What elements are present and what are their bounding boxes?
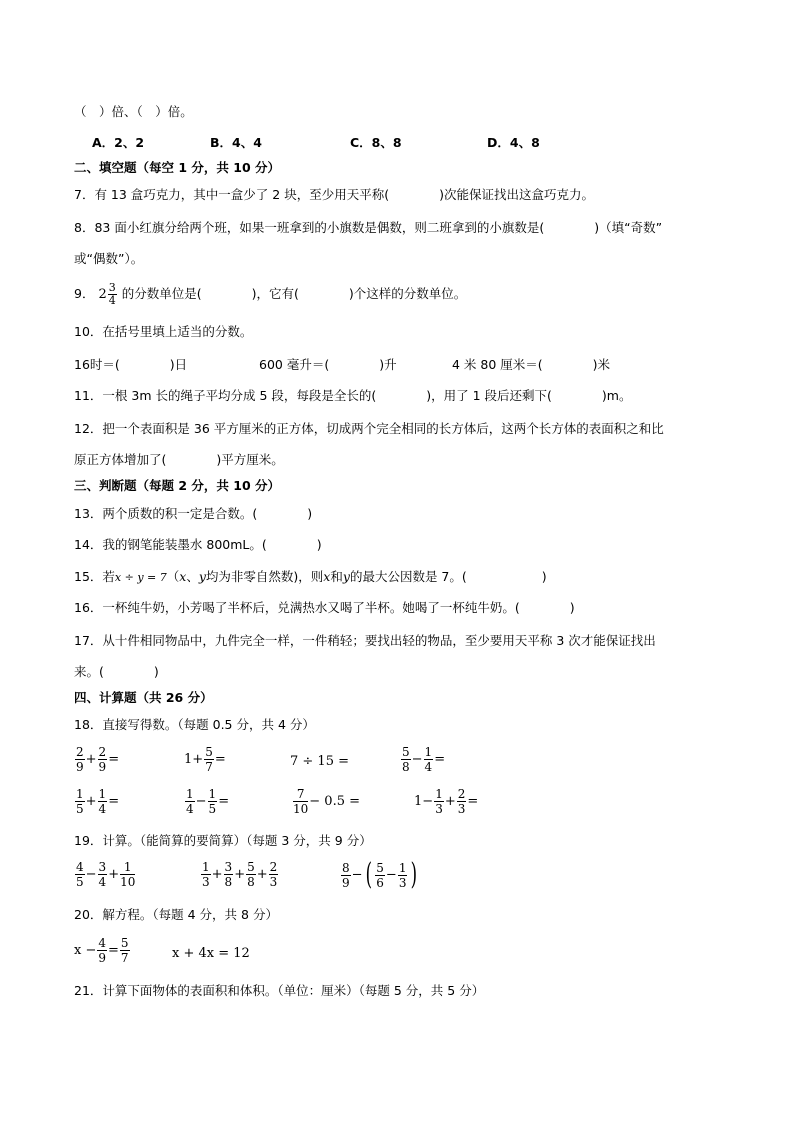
section-fill-in: 二、填空题（每空 1 分，共 10 分） [74, 160, 281, 175]
numerator: 1 [208, 787, 217, 801]
denominator: 3 [457, 802, 466, 816]
question-8-line2: 或“偶数”）。 [74, 251, 144, 266]
q15-var-y2: y [342, 569, 350, 584]
question-16: 16．一杯纯牛奶，小芳喝了半杯后，兑满热水又喝了半杯。她喝了一杯纯牛奶。( ) [74, 600, 575, 615]
q19-expression-2 [200, 860, 279, 889]
numerator: 1 [435, 787, 443, 801]
q15-var-y: y [198, 569, 206, 584]
denominator: 8 [402, 760, 410, 774]
denominator: 3 [398, 875, 407, 890]
question-12-line1: 12．把一个表面积是 36 平方厘米的正方体，切成两个完全相同的长方体后，这两个长方体的表面积之和比 [74, 421, 664, 436]
denominator: 10 [293, 802, 309, 816]
numerator: 4 [76, 860, 84, 874]
denominator: 4 [186, 802, 194, 816]
equals-sign: = [434, 752, 446, 767]
denominator: 9 [98, 760, 107, 774]
denominator: 3 [435, 802, 443, 816]
denominator: 9 [342, 875, 350, 890]
equals-sign: = [214, 752, 226, 767]
left-paren-icon: ( [365, 857, 372, 892]
plus-sign: + [256, 867, 268, 882]
numerator: 1 [398, 860, 407, 875]
question-19: 19．计算。（能简算的要简算）（每题 3 分，共 9 分） [74, 833, 372, 848]
q9-whole: 2 [98, 287, 107, 302]
q15-sep: 、 [186, 569, 199, 584]
minus-sign: − [411, 752, 423, 767]
calc-item-3: 7 ÷ 15 = [290, 754, 349, 769]
denominator: 3 [202, 875, 210, 889]
q15-mid: 均为非零自然数)，则 [205, 569, 324, 584]
calc-item-1 [74, 745, 119, 774]
q19-expression-1 [74, 860, 136, 889]
equation-2: x + 4x = 12 [172, 946, 250, 961]
denominator: 10 [120, 875, 136, 889]
question-21: 21．计算下面物体的表面积和体积。（单位：厘米）（每题 5 分，共 5 分） [74, 983, 485, 998]
q15-var-x2: x [323, 569, 331, 584]
equals-sign: = [108, 794, 120, 809]
q9-mixed-number [98, 282, 117, 307]
q15-prefix: 15．若 [74, 569, 115, 584]
question-17-line2: 来。( ) [74, 664, 159, 679]
section-calculation: 四、计算题（共 26 分） [74, 690, 213, 705]
numerator: 1 [120, 860, 135, 875]
calc-item-6 [184, 787, 229, 816]
question-11: 11．一根 3m 长的绳子平均分成 5 段，每段是全长的( )，用了 1 段后还剩下( )m。 [74, 388, 632, 403]
right-paren-icon: ) [411, 857, 418, 892]
question-7: 7．有 13 盒巧克力，其中一盒少了 2 块，至少用天平称( )次能保证找出这盒巧克力。 [74, 187, 594, 202]
denominator: 8 [224, 875, 233, 889]
numerator: 5 [247, 860, 255, 874]
minus-decimal: − 0.5 = [309, 794, 361, 809]
q15-var-x: x [179, 569, 187, 584]
denominator: 5 [208, 802, 217, 816]
numerator: 1 [186, 787, 194, 801]
q10-part-b: 600 毫升＝( )升 [259, 357, 397, 372]
option-c[interactable]: C．8、8 [350, 135, 402, 150]
whole-number: 1 [184, 752, 193, 767]
equals-sign: = [108, 943, 119, 958]
plus-sign: + [108, 867, 120, 882]
numerator: 2 [457, 787, 466, 801]
question-14: 14．我的钢笔能装墨水 800mL。( ) [74, 537, 322, 552]
question-9 [74, 282, 466, 307]
denominator: 4 [424, 760, 433, 774]
q15-suffix: 的最大公因数是 7。( ) [349, 569, 547, 584]
numerator: 5 [402, 745, 410, 759]
minus-sign: − [195, 794, 207, 809]
denominator: 8 [247, 875, 255, 889]
denominator: 7 [120, 951, 129, 965]
q15-and: 和 [330, 569, 343, 584]
denominator: 5 [76, 802, 84, 816]
question-12-line2: 原正方体增加了( )平方厘米。 [74, 452, 284, 467]
option-a[interactable]: A．2、2 [92, 135, 145, 150]
q10-part-a: 16时＝( )日 [74, 357, 188, 372]
q9-numerator: 3 [108, 281, 116, 294]
plus-sign: + [192, 752, 204, 767]
numerator: 1 [98, 787, 107, 801]
plus-sign: + [234, 867, 246, 882]
numerator: 2 [76, 745, 84, 759]
equation-1 [74, 936, 131, 965]
whole-number: 1 [414, 794, 423, 809]
numerator: 3 [224, 860, 233, 874]
q9-denominator: 4 [108, 294, 116, 307]
minus-sign: − [385, 867, 397, 883]
numerator: 8 [342, 860, 350, 875]
denominator: 3 [269, 875, 278, 889]
calc-item-7 [292, 787, 360, 816]
minus-sign: − [351, 867, 363, 883]
plus-sign: + [85, 794, 97, 809]
question-20: 20．解方程。（每题 4 分，共 8 分） [74, 907, 278, 922]
variable-term: x − [74, 943, 97, 958]
denominator: 9 [76, 760, 84, 774]
question-8-line1: 8．83 面小红旗分给两个班，如果一班拿到的小旗数是偶数，则二班拿到的小旗数是( )（填“奇数” [74, 220, 663, 235]
q9-suffix: 的分数单位是( )，它有( )个这样的分数单位。 [121, 286, 467, 301]
equals-sign: = [218, 794, 230, 809]
calc-item-5 [74, 787, 119, 816]
question-10: 10．在括号里填上适当的分数。 [74, 324, 253, 339]
calc-item-4 [400, 745, 445, 774]
calc-item-8 [414, 787, 478, 816]
q6-tail: （ ）倍、（ ）倍。 [74, 104, 193, 119]
plus-sign: + [444, 794, 456, 809]
denominator: 7 [205, 760, 213, 774]
equals-sign: = [467, 794, 479, 809]
section-true-false: 三、判断题（每题 2 分，共 10 分） [74, 478, 281, 493]
minus-sign: − [422, 794, 434, 809]
question-13: 13．两个质数的积一定是合数。( ) [74, 506, 313, 521]
denominator: 4 [98, 875, 107, 889]
numerator: 7 [293, 787, 308, 802]
numerator: 5 [120, 936, 129, 950]
denominator: 6 [376, 875, 384, 890]
option-b[interactable]: B．4、4 [210, 135, 262, 150]
numerator: 5 [205, 745, 213, 759]
numerator: 1 [76, 787, 84, 801]
calc-item-2 [184, 745, 226, 774]
q10-part-c: 4 米 80 厘米＝( )米 [452, 357, 611, 372]
q9-prefix: 9． [74, 286, 95, 301]
equals-sign: = [108, 752, 120, 767]
question-15 [74, 568, 547, 587]
numerator: 2 [269, 860, 278, 874]
denominator: 5 [76, 875, 84, 889]
option-d[interactable]: D．4、8 [487, 135, 540, 150]
plus-sign: + [211, 867, 223, 882]
question-17-line1: 17．从十件相同物品中，九件完全一样，一件稍轻；要找出轻的物品，至少要用天平称 3 次才能保证找出 [74, 633, 656, 648]
denominator: 4 [98, 802, 107, 816]
numerator: 4 [98, 936, 106, 950]
numerator: 1 [424, 745, 433, 759]
q15-open: （ [166, 569, 180, 584]
q15-expression: x ÷ y = 7 [114, 571, 167, 584]
q19-expression-3 [340, 857, 420, 892]
numerator: 5 [376, 860, 384, 875]
numerator: 2 [98, 745, 107, 759]
plus-sign: + [85, 752, 97, 767]
numerator: 3 [98, 860, 107, 874]
minus-sign: − [85, 867, 97, 882]
denominator: 9 [98, 951, 106, 965]
numerator: 1 [202, 860, 210, 874]
question-18: 18．直接写得数。（每题 0.5 分，共 4 分） [74, 717, 315, 732]
